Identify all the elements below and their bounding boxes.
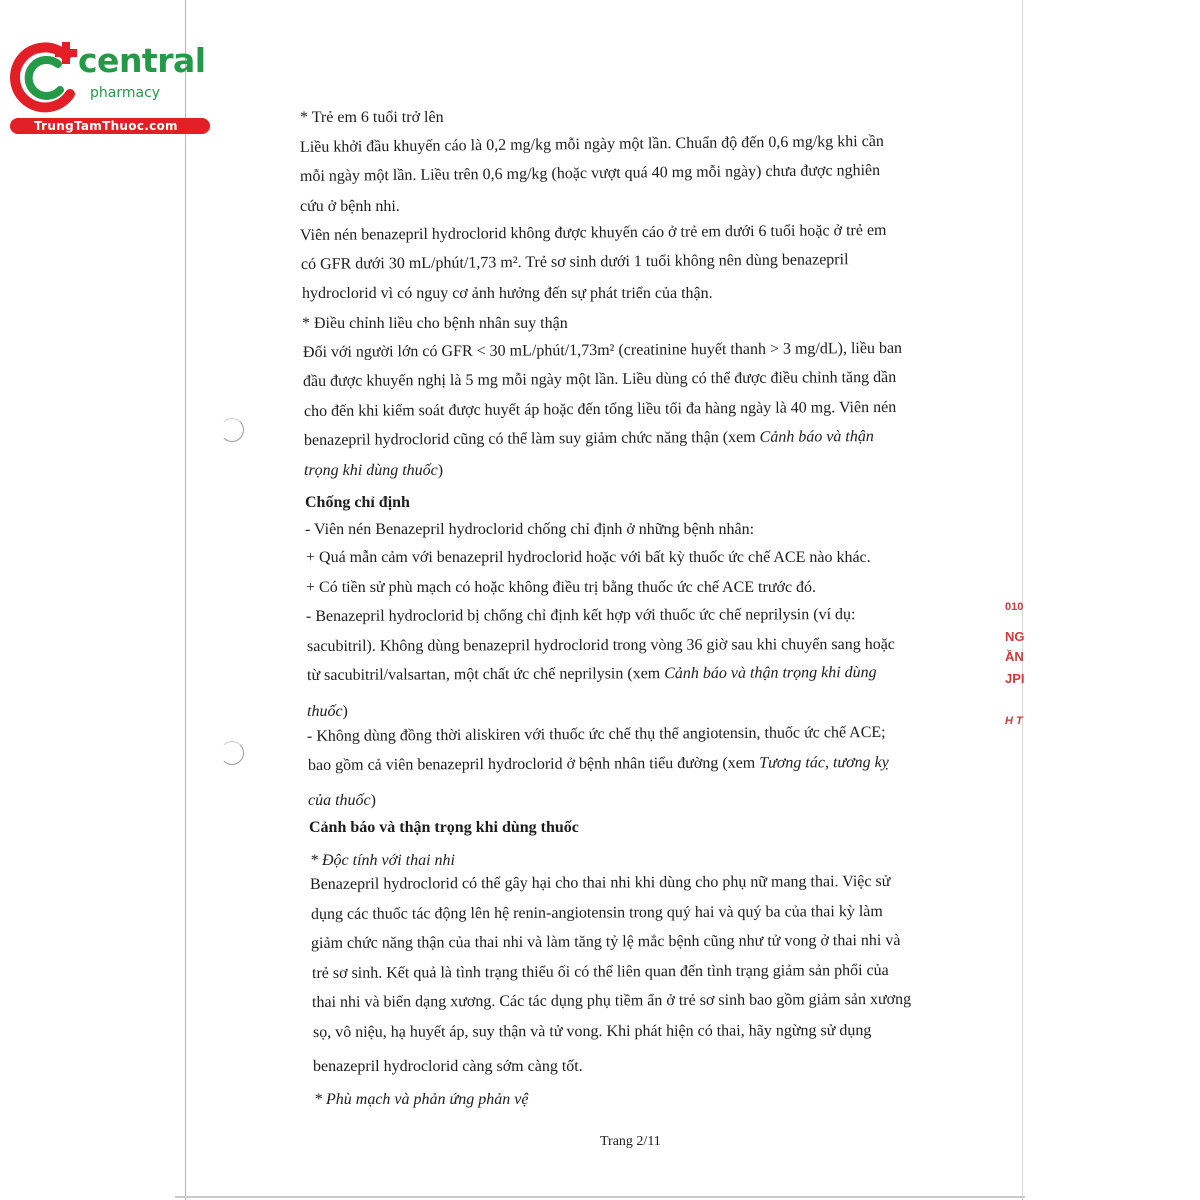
line-text: * Trẻ em 6 tuổi trở lên [300, 109, 444, 126]
line-italic-text: trọng khi dùng thuốc [304, 462, 438, 479]
line-text: Liều khởi đầu khuyến cáo là 0,2 mg/kg mỗi ngày một lần. Chuẩn độ đến 0,6 mg/kg khi cần [299, 132, 884, 156]
line-italic-text: Cảnh báo và thận trọng khi dùng [664, 664, 877, 683]
text-line [306, 578, 816, 598]
text-line [311, 931, 901, 954]
text-line [300, 132, 884, 158]
line-text: Chống chỉ định [305, 494, 410, 511]
line-text: từ sacubitril/valsartan, một chất ức chế neprilysin (xem [306, 665, 665, 684]
text-line [311, 902, 883, 925]
line-text: - Viên nén Benazepril hydroclorid chống chỉ định ở những bệnh nhân: [305, 521, 755, 538]
text-line [300, 197, 400, 217]
text-line [312, 961, 889, 984]
line-text: Cảnh báo và thận trọng khi dùng thuốc [309, 819, 579, 836]
pharmacy-cross-icon [8, 36, 88, 116]
page-edge-left [185, 0, 186, 1200]
red-stamp-edge: 010 NG ẦN JPI H T [1005, 601, 1025, 727]
text-line [307, 702, 348, 722]
line-text: * Điều chỉnh liều cho bệnh nhân suy thận [302, 315, 568, 332]
text-line [303, 368, 896, 392]
punch-hole-bottom [220, 741, 244, 765]
line-text: bao gồm cả viên benazepril hydroclorid ở bệnh nhân tiểu đường (xem [307, 754, 760, 774]
line-text: - Không dùng đồng thời aliskiren với thuốc ức chế thụ thể angiotensin, thuốc ức chế ACE; [306, 723, 886, 745]
line-text: thai nhi và biến dạng xương. Các tác dụng phụ tiềm ẩn ở trẻ sơ sinh bao gồm giảm sản xương [311, 990, 912, 1011]
line-italic-text: Tương tác, tương kỵ [759, 753, 889, 772]
text-line [302, 314, 568, 334]
section-heading [305, 493, 410, 513]
text-line [308, 753, 889, 776]
logo-site: TrungTamThuoc.com [34, 119, 178, 133]
line-text-after: ) [437, 462, 444, 479]
line-italic-text: Cảnh báo và thận [759, 428, 874, 446]
text-line [303, 339, 902, 363]
line-text-after: ) [342, 703, 348, 720]
text-line [310, 851, 455, 871]
line-text: Đối với người lớn có GFR < 30 mL/phút/1,73m² (creatinine huyết thanh > 3 mg/dL), liều ban [302, 339, 903, 361]
section-heading [309, 818, 579, 838]
text-line [304, 398, 896, 422]
line-text: có GFR dưới 30 mL/phút/1,73 m². Trẻ sơ sinh dưới 1 tuổi không nên dùng benazepril [300, 251, 849, 273]
line-text: + Có tiền sử phù mạch có hoặc không điều trị bằng thuốc ức chế ACE trước đó. [306, 579, 817, 596]
central-pharmacy-logo [0, 0, 220, 140]
text-line [302, 284, 713, 304]
line-italic-text: của thuốc [308, 792, 371, 809]
line-text: giảm chức năng thận của thai nhi và làm tăng tỷ lệ mắc bệnh cũng như tử vong ở thai nhi và [310, 931, 901, 952]
line-text: - Benazepril hydroclorid bị chống chỉ định kết hợp với thuốc ức chế neprilysin (ví dụ: [305, 606, 856, 625]
line-text: sọ, vô niệu, hạ huyết áp, suy thận và tử vong. Khi phát hiện có thai, hãy ngừng sử dụng [312, 1022, 872, 1041]
text-line [306, 548, 871, 568]
text-line [300, 221, 887, 246]
line-italic-text: * Phù mạch và phản ứng phản vệ [314, 1091, 529, 1108]
text-line [307, 635, 895, 657]
text-line [305, 520, 754, 540]
line-text: dụng các thuốc tác động lên hệ renin-angiotensin trong quý hai và quý ba của thai kỳ làm [310, 903, 883, 923]
line-text: mỗi ngày một lần. Liều trên 0,6 mg/kg (hoặc vượt quá 40 mg mỗi ngày) chưa được nghiên [299, 161, 881, 185]
page-edge-bottom [175, 1196, 1025, 1198]
logo-subtitle: pharmacy [90, 85, 161, 101]
line-text-after: ) [370, 792, 376, 809]
text-line [304, 427, 874, 451]
line-text: + Quá mẫn cảm với benazepril hydroclorid hoặc với bất kỳ thuốc ức chế ACE nào khác. [306, 549, 871, 566]
line-text: benazepril hydroclorid cũng có thể làm suy giảm chức năng thận (xem [303, 428, 760, 449]
text-line [307, 723, 886, 747]
line-italic-text: * Độc tính với thai nhi [310, 852, 455, 869]
text-line [306, 605, 856, 627]
line-italic-text: thuốc [307, 703, 343, 720]
logo-name: central [78, 41, 206, 80]
line-text: Viên nén benazepril hydroclorid không được khuyến cáo ở trẻ em dưới 6 tuổi hoặc ở trẻ em [299, 221, 887, 244]
line-text: Benazepril hydroclorid có thể gây hại cho thai nhi khi dùng cho phụ nữ mang thai. Việc sử [309, 872, 891, 893]
text-line [314, 1090, 528, 1110]
text-line [312, 990, 911, 1013]
logo-banner [10, 118, 210, 134]
line-text: hydroclorid vì có nguy cơ ảnh hưởng đến sự phát triển của thận. [302, 285, 713, 302]
text-line [300, 108, 444, 128]
text-line [313, 1021, 871, 1043]
text-line [301, 250, 849, 275]
line-text: benazepril hydroclorid càng sớm càng tốt. [313, 1058, 583, 1075]
punch-hole-top [220, 418, 244, 442]
text-line [313, 1057, 583, 1077]
text-line [308, 791, 376, 811]
text-line [300, 161, 880, 187]
page-number: Trang 2/11 [600, 1134, 661, 1149]
line-text: cho đến khi kiểm soát được huyết áp hoặc đến tổng liều tối đa hàng ngày là 40 mg. Viên nén [303, 398, 897, 420]
line-text: sacubitril). Không dùng benazepril hydroclorid trong vòng 36 giờ sau khi chuyển sang hoặc [306, 635, 895, 655]
line-text: cứu ở bệnh nhi. [300, 198, 400, 215]
text-line [304, 461, 443, 481]
text-line [307, 663, 877, 686]
line-text: trẻ sơ sinh. Kết quả là tình trạng thiểu ối có thể liên quan đến tình trạng giảm sản phổi của [311, 961, 889, 982]
line-text: đầu được khuyến nghị là 5 mg mỗi ngày một lần. Liều dùng có thể được điều chỉnh tăng dần [302, 368, 897, 390]
text-line [310, 872, 890, 895]
